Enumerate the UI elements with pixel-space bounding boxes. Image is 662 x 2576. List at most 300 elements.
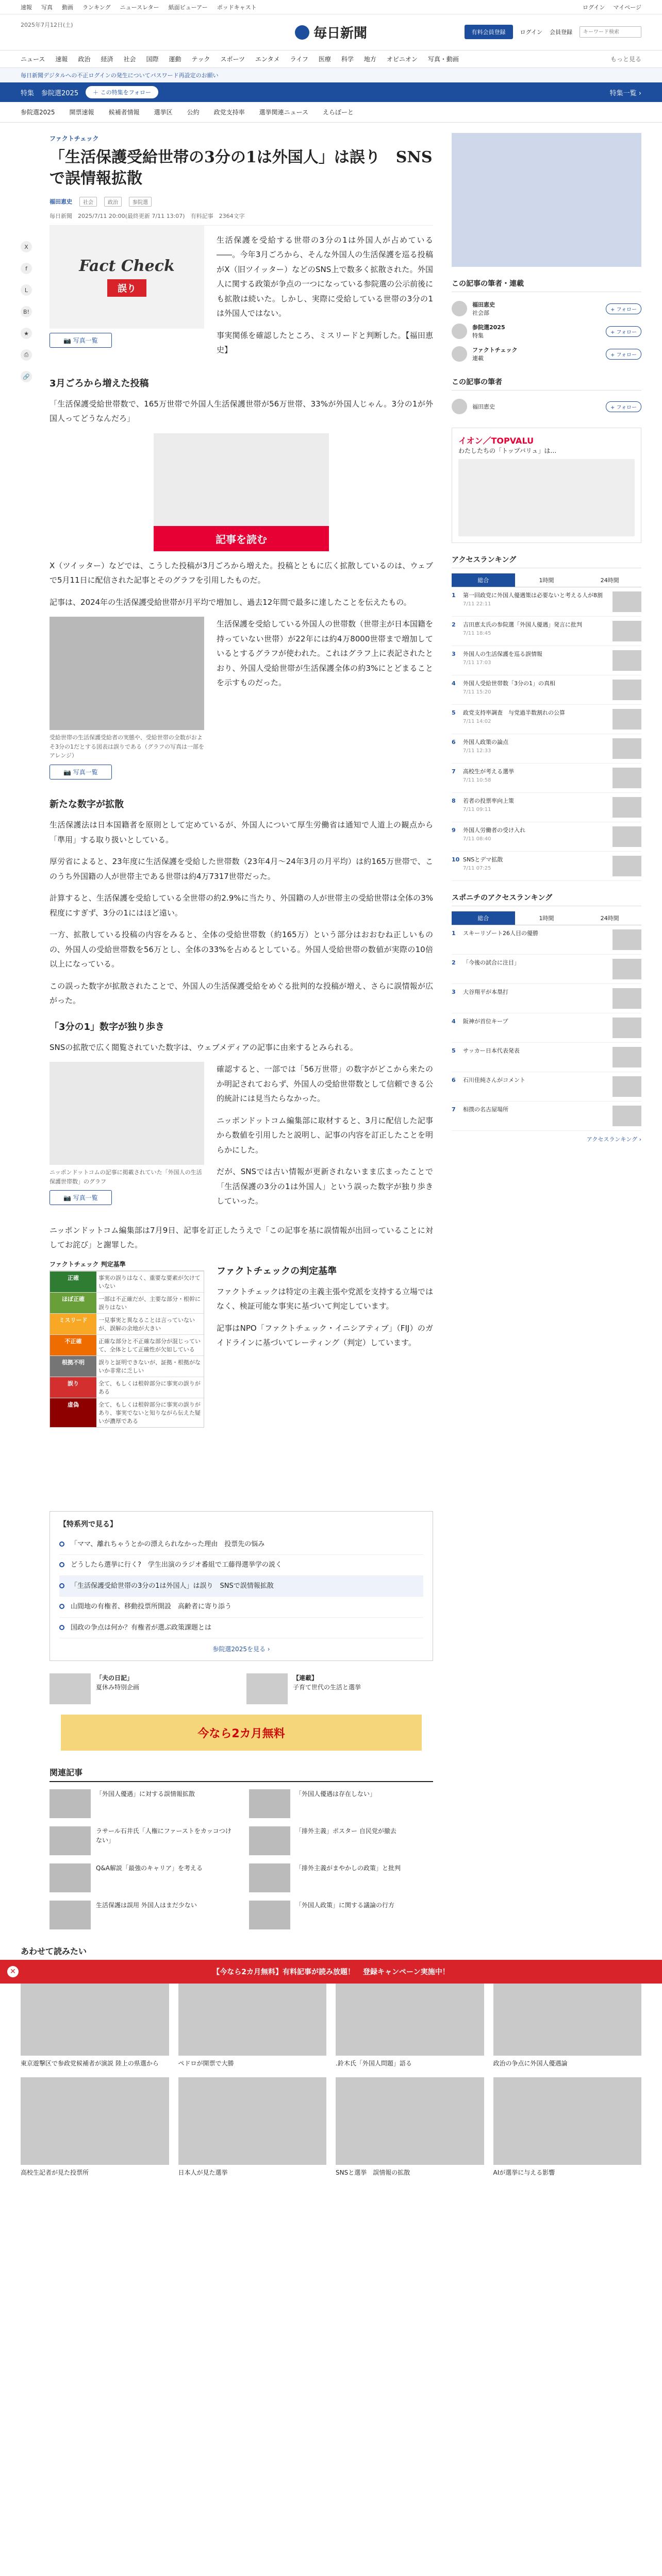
ranking-number: 3 bbox=[452, 651, 456, 657]
related-thumb bbox=[249, 1863, 290, 1892]
paid-badge: 有料記事 bbox=[190, 212, 213, 219]
author-item[interactable]: 福田恵史 + フォロー bbox=[452, 396, 641, 417]
nav-item[interactable]: 医療 bbox=[318, 56, 331, 63]
follow-button[interactable]: + フォロー bbox=[606, 326, 641, 337]
tag[interactable]: 社会 bbox=[79, 197, 97, 207]
ranking-thumb bbox=[613, 1047, 641, 1067]
ranking-time: 7/11 22:11 bbox=[463, 601, 491, 607]
article-paragraph: ニッポンドットコム編集部は7月9日、記事を訂正したうえで「この記事を基に誤情報が出回っていることに対してお詫び」と謝罪した。 bbox=[49, 1225, 433, 1250]
ranking-title: アクセスランキング bbox=[452, 554, 641, 568]
nav-item[interactable]: 写真・動画 bbox=[427, 56, 459, 63]
login-link[interactable]: ログイン bbox=[582, 4, 605, 11]
article-paragraph: この誤った数字が拡散されたことで、外国人の生活保護受給をめぐる批判的な投稿が増え、さらに誤情報が広がった。 bbox=[49, 981, 433, 1006]
article-paragraph: SNSの拡散で広く閲覧されていた数字は、ウェブメディアの記事に由来するとみられる。 bbox=[49, 1042, 358, 1052]
ranking-title: 吉田恵太氏の参院選「外国人優遇」発言に批判 bbox=[463, 621, 582, 628]
nav-more[interactable]: もっと見る bbox=[610, 56, 641, 63]
ranking-thumb bbox=[613, 929, 641, 950]
avatar bbox=[452, 301, 467, 316]
ranking-number: 2 bbox=[452, 959, 456, 966]
ranking-thumb bbox=[613, 1076, 641, 1097]
article-figure bbox=[49, 1062, 204, 1205]
ad-read-button[interactable]: 記事を読む bbox=[154, 526, 329, 551]
ranking-text: スキーリゾート26人目の優勝 bbox=[463, 930, 538, 937]
feature-label: 特集 bbox=[21, 89, 35, 97]
timeline-dot-icon bbox=[59, 1562, 64, 1567]
criteria-row bbox=[50, 1334, 204, 1355]
criteria-row bbox=[50, 1313, 204, 1334]
util-link[interactable]: ニュースレター bbox=[120, 4, 159, 11]
subnav-item[interactable]: 選挙関連ニュース bbox=[259, 109, 309, 116]
series-item-text: どうしたら選挙に行く? 学生出演のラジオ番組で工藤得選挙学の説く bbox=[71, 1561, 282, 1569]
nav-item[interactable]: 経済 bbox=[101, 56, 113, 63]
facebook-share-icon[interactable]: f bbox=[21, 263, 32, 274]
ranking-text bbox=[463, 856, 608, 876]
subnav-item[interactable]: 選挙区 bbox=[154, 109, 173, 116]
article-dateline: 毎日新聞 2025/7/11 20:00(最終更新 7/11 13:07) 有料記事 2364文字 bbox=[49, 212, 433, 226]
related-text: 「外国人政策」に関する議論の行方 bbox=[295, 1902, 395, 1909]
ranking-number: 2 bbox=[452, 621, 456, 628]
criteria-desc: 一見事実と異なることは言っていないが、誤解の余地が大きい bbox=[98, 1316, 195, 1332]
ranking-text bbox=[463, 680, 608, 700]
notice-bar[interactable]: 毎日新聞デジタルへの不正ログインの発生についてパスワード再設定のお願い bbox=[0, 68, 662, 82]
util-link[interactable]: ポッドキャスト bbox=[217, 4, 257, 11]
also-text: 政治の争点に外国人優遇論 bbox=[493, 2060, 568, 2067]
criteria-row bbox=[50, 1271, 204, 1292]
ranking-thumb bbox=[613, 1018, 641, 1038]
ranking-item[interactable] bbox=[452, 852, 641, 881]
related-thumb bbox=[49, 1789, 91, 1818]
factcheck-graphic: Fact Check 誤り bbox=[49, 226, 204, 329]
nav-item[interactable]: 速報 bbox=[55, 56, 68, 63]
ranking-item[interactable] bbox=[452, 646, 641, 675]
subnav-item[interactable]: えらぼーと bbox=[323, 109, 354, 116]
search-input[interactable] bbox=[580, 26, 641, 38]
main-nav bbox=[0, 50, 662, 68]
feature-follow-button[interactable]: ＋ この特集をフォロー bbox=[86, 86, 158, 98]
related-text: 「外国人優遇は存在しない」 bbox=[295, 1790, 376, 1798]
series-item[interactable] bbox=[59, 1597, 423, 1618]
related-text: 「排外主義」ポスター 自民党が撤去 bbox=[295, 1827, 396, 1835]
criteria-label: 根拠不明 bbox=[50, 1356, 96, 1377]
ranking-item[interactable] bbox=[452, 822, 641, 852]
ranking-time: 7/11 12:33 bbox=[463, 748, 491, 754]
nav-item[interactable]: スポーツ bbox=[220, 56, 245, 63]
sports-ranking-item[interactable] bbox=[452, 1043, 641, 1072]
ranking-text: 大谷翔平が本塁打 bbox=[463, 989, 508, 995]
sidebar-ad[interactable] bbox=[452, 133, 641, 267]
ranking-number: 7 bbox=[452, 768, 456, 775]
premium-banner[interactable] bbox=[0, 1960, 662, 1984]
sports-ranking-item[interactable] bbox=[452, 1072, 641, 1101]
subheading: 新たな数字が拡散 bbox=[49, 799, 124, 810]
related-item[interactable] bbox=[49, 1863, 234, 1892]
photo-caption: ニッポンドットコムの記事に掲載されていた「外国人の生活保護世帯数」のグラフ bbox=[49, 1169, 202, 1185]
series-box bbox=[49, 1511, 433, 1662]
ranking-number: 8 bbox=[452, 798, 456, 804]
criteria-desc: 正確な部分と不正確な部分が混じっていて、全体として正確性が欠如している bbox=[98, 1337, 201, 1353]
sports-ranking-title: スポニチのアクセスランキング bbox=[452, 892, 641, 906]
timeline-dot-icon bbox=[59, 1583, 64, 1588]
util-link[interactable]: 速報 bbox=[21, 4, 32, 11]
criteria-desc: 誤りと証明できないが、証拠・根拠がないか非常に乏しい bbox=[98, 1359, 201, 1374]
related-item[interactable] bbox=[249, 1789, 433, 1818]
tag[interactable]: 参院選 bbox=[129, 197, 152, 207]
print-icon[interactable]: ⎙ bbox=[21, 349, 32, 361]
related-thumb bbox=[249, 1789, 290, 1818]
site-logo[interactable]: 毎日新聞 bbox=[295, 23, 367, 42]
article-paragraph: 厚労省によると、23年度に生活保護を受給した世帯数（23年4月～24年3月の月平均）は約165万世帯で、このうち外国籍の人が世帯主である世帯は約4万7317世帯だった。 bbox=[49, 857, 433, 881]
login-link[interactable]: ログイン bbox=[520, 29, 542, 36]
sports-ranking-item[interactable] bbox=[452, 984, 641, 1013]
related-thumb bbox=[49, 1863, 91, 1892]
link-copy-icon[interactable]: 🔗 bbox=[21, 371, 32, 382]
ranking-number: 4 bbox=[452, 1018, 456, 1025]
ranking-number: 5 bbox=[452, 1047, 456, 1054]
ranking-number: 10 bbox=[452, 856, 460, 863]
criteria-label: 不正確 bbox=[50, 1335, 96, 1355]
also-text: 日本人が見た選挙 bbox=[178, 2169, 228, 2177]
article-paragraph: 記事は、2024年の生活保護受給世帯が月平均で増加し、過去12年間で最多に達したことを伝えたもの。 bbox=[49, 597, 411, 607]
related-text: 「外国人優遇」に対する誤情報拡散 bbox=[96, 1790, 195, 1798]
ranking-thumb bbox=[613, 768, 641, 788]
author-role: 連載 bbox=[472, 355, 484, 362]
related-item[interactable] bbox=[249, 1863, 433, 1892]
article-kicker[interactable]: ファクトチェック bbox=[49, 135, 99, 142]
article-paragraph: 記事はNPO「ファクトチェック・イニシアティブ」（FIJ）のガイドラインに基づいてレーティング（判定）しています。 bbox=[217, 1323, 433, 1348]
nav-item[interactable]: 運動 bbox=[169, 56, 181, 63]
close-icon[interactable]: ✕ bbox=[7, 1966, 19, 1977]
follow-button[interactable]: + フォロー bbox=[606, 349, 641, 360]
also-text: 東京遊撃区で参政党候補者が演説 陸上の県選から bbox=[21, 2060, 159, 2067]
avatar bbox=[452, 399, 467, 414]
util-link[interactable]: 写真 bbox=[41, 4, 53, 11]
ranking-title: 外国人政策の論点 bbox=[463, 739, 508, 745]
related-item[interactable] bbox=[249, 1901, 433, 1929]
criteria-desc: 一部は不正確だが、主要な部分・根幹に誤りはない bbox=[98, 1295, 201, 1311]
content-layout bbox=[0, 123, 662, 1929]
ranking-thumb bbox=[613, 1106, 641, 1126]
sidebar-title: この記事の筆者・連載 bbox=[452, 278, 641, 292]
ranking-item[interactable] bbox=[452, 675, 641, 705]
ranking-text: 石川佳純さんがコメント bbox=[463, 1077, 525, 1083]
ranking-number: 1 bbox=[452, 930, 456, 937]
ranking-text: 相撲の名古屋場所 bbox=[463, 1106, 508, 1113]
article-paragraph: 確認すると、一部では「56万世帯」の数字がどこから来たのか明記されておらず、外国人の受給世帯数として信頼できる公的統計には見当たらなかった。 bbox=[217, 1064, 433, 1104]
article bbox=[21, 123, 433, 1929]
also-card[interactable] bbox=[178, 2077, 327, 2177]
logo-mark-icon bbox=[295, 25, 309, 40]
ranking-time: 7/11 10:58 bbox=[463, 777, 491, 783]
author-link[interactable]: 福田恵史 bbox=[49, 198, 72, 206]
criteria-label: 虚偽 bbox=[50, 1398, 96, 1427]
site-header bbox=[0, 14, 662, 50]
related-item[interactable] bbox=[249, 1826, 433, 1855]
ranking-text bbox=[463, 797, 608, 818]
promo-item[interactable]: 「夫の日記」 夏休み特別企画 bbox=[49, 1673, 236, 1704]
article-paragraph: だが、SNSでは古い情報が更新されないまま広まったことで「生活保護の3分の1は外国人」という誤った数字が独り歩きしていった。 bbox=[217, 1167, 433, 1206]
also-card[interactable] bbox=[493, 2077, 642, 2177]
related-item[interactable] bbox=[49, 1826, 234, 1855]
nav-item[interactable]: 国際 bbox=[146, 56, 159, 63]
author-name bbox=[472, 346, 517, 362]
nav-item[interactable]: オピニオン bbox=[386, 56, 418, 63]
author-name bbox=[472, 323, 505, 340]
photo-list-button[interactable]: 📷 写真一覧 bbox=[49, 765, 112, 779]
criteria-row bbox=[50, 1292, 204, 1313]
ranking-title: 第一回政党に外国人優遇策は必要ないと考える人が8割 bbox=[463, 592, 603, 599]
util-link[interactable]: 紙面ビューアー bbox=[168, 4, 208, 11]
ranking-title: 外国人の生活保護を巡る誤情報 bbox=[463, 651, 542, 657]
tab-1h[interactable]: 1時間 bbox=[539, 915, 554, 922]
author-item[interactable] bbox=[452, 343, 641, 365]
bookmark-icon[interactable]: ★ bbox=[21, 328, 32, 339]
ranking-thumb bbox=[613, 856, 641, 876]
also-card[interactable] bbox=[21, 2077, 169, 2177]
ad-text: わたしたちの「トップバリュ」は… bbox=[458, 447, 557, 454]
article-paragraph: ファクトチェックは特定の主義主張や党派を支持する立場ではなく、検証可能な事実に基づいて判定しています。 bbox=[217, 1286, 433, 1311]
related-text: Q&A解説「最強のキャリア」を考える bbox=[96, 1865, 203, 1872]
ranking-number: 9 bbox=[452, 827, 456, 834]
related-text: ラサール石井氏「人権にファーストをカッコつけない」 bbox=[96, 1827, 231, 1844]
related-thumb bbox=[249, 1901, 290, 1929]
line-share-icon[interactable]: L bbox=[21, 284, 32, 296]
article-paragraph: 「生活保護受給世帯数で、165万世帯で外国人生活保護世帯が56万世帯、33%が外国人じゃん。3分の1が外国人ってどうなんだろ」 bbox=[49, 399, 433, 423]
register-button[interactable]: 有料会員登録 bbox=[465, 25, 513, 39]
article-paragraph: ニッポンドットコム編集部に取材すると、3月に配信した記事から数値を引用したと説明し、記事の内容を訂正したことを明らかにした。 bbox=[217, 1115, 434, 1155]
related-text: 「排外主義がまやかしの政策」と批判 bbox=[295, 1865, 401, 1872]
series-item[interactable] bbox=[59, 1576, 423, 1597]
ranking-time: 7/11 15:20 bbox=[463, 689, 491, 695]
ranking-text bbox=[463, 768, 608, 788]
ranking-thumb bbox=[613, 988, 641, 1009]
also-text: ペドロが開票で大勝 bbox=[178, 2060, 234, 2067]
criteria-table bbox=[49, 1270, 204, 1428]
article-figure bbox=[49, 226, 204, 348]
ranking-thumb bbox=[613, 650, 641, 671]
top-utility-bar bbox=[0, 0, 662, 14]
avatar bbox=[452, 324, 467, 339]
ranking-time: 7/11 09:11 bbox=[463, 806, 491, 812]
also-image bbox=[21, 2077, 169, 2165]
also-card[interactable] bbox=[336, 2077, 484, 2177]
ranking-text: サッカー日本代表発表 bbox=[463, 1047, 520, 1054]
hatena-share-icon[interactable]: B! bbox=[21, 306, 32, 317]
ranking-time: 7/11 17:03 bbox=[463, 659, 491, 666]
related-thumb bbox=[49, 1826, 91, 1855]
sports-ranking-item[interactable] bbox=[452, 1013, 641, 1043]
ranking-number: 7 bbox=[452, 1106, 456, 1113]
tab-total[interactable]: 総合 bbox=[452, 911, 515, 925]
avatar bbox=[452, 346, 467, 362]
series-item[interactable] bbox=[59, 1555, 423, 1576]
x-share-icon[interactable]: X bbox=[21, 241, 32, 252]
series-item[interactable] bbox=[59, 1534, 423, 1555]
ranking-number: 6 bbox=[452, 739, 456, 745]
ranking-time: 7/11 14:02 bbox=[463, 718, 491, 724]
photo-list-button[interactable]: 📷 写真一覧 bbox=[49, 1190, 112, 1205]
subnav-item[interactable]: 開票速報 bbox=[69, 109, 94, 116]
premium-cta[interactable]: 登録キャンペーン実施中！ bbox=[363, 1968, 450, 1976]
ranking-item[interactable] bbox=[452, 764, 641, 793]
ranking-title: 外国人労働者の受け入れ bbox=[463, 827, 525, 834]
ranking-text bbox=[463, 826, 608, 847]
article-figure bbox=[49, 617, 204, 779]
tab-total[interactable]: 総合 bbox=[452, 573, 515, 587]
ranking-time: 7/11 18:45 bbox=[463, 630, 491, 636]
also-image bbox=[336, 2077, 484, 2165]
promo-item[interactable]: 【連載】 子育て世代の生活と選挙 bbox=[246, 1673, 433, 1704]
also-image bbox=[493, 2077, 642, 2165]
series-item-text: 山間地の有権者、移動投票所開設 高齢者に寄り添う bbox=[71, 1603, 232, 1611]
util-link[interactable]: 動画 bbox=[62, 4, 73, 11]
criteria-label: 正確 bbox=[50, 1272, 96, 1292]
ranking-item[interactable] bbox=[452, 793, 641, 822]
ranking-thumb bbox=[613, 680, 641, 700]
ranking-number: 3 bbox=[452, 989, 456, 995]
ranking-title: SNSとデマ拡散 bbox=[463, 856, 503, 863]
photo-caption: 受給世帯の生活保護受給者の実態や、受給世帯の全数がおよそ3分の1だとする図表は誤りである（グラフの写真は一部をアレンジ） bbox=[49, 734, 204, 759]
criteria-label: ほぼ正確 bbox=[50, 1293, 96, 1313]
feature-bar bbox=[0, 82, 662, 102]
ranking-tabs bbox=[452, 573, 641, 587]
criteria-row bbox=[50, 1398, 204, 1427]
subnav-item[interactable]: 候補者情報 bbox=[108, 109, 140, 116]
util-link[interactable]: ランキング bbox=[82, 4, 111, 11]
article-paragraph: 計算すると、生活保護を受給している全世帯の約2.9%に当たり、外国籍の人が世帯主の受給世帯は全体の3%程度にすぎず、3分の1にはほど遠い。 bbox=[49, 893, 433, 918]
photo-image[interactable] bbox=[49, 617, 204, 730]
tab-1h[interactable]: 1時間 bbox=[539, 577, 554, 584]
ranking-item[interactable] bbox=[452, 734, 641, 764]
also-image bbox=[178, 2077, 327, 2165]
related-thumb bbox=[249, 1826, 290, 1855]
article-title: 「生活保護受給世帯の3分の1は外国人」は誤り SNSで誤情報拡散 bbox=[49, 148, 433, 188]
ranking-thumb bbox=[613, 959, 641, 979]
tab-24h[interactable]: 24時間 bbox=[600, 915, 619, 922]
campaign-banner[interactable]: 今なら2カ月無料 bbox=[61, 1715, 422, 1751]
author-name-text: 福田恵史 bbox=[472, 301, 495, 308]
premium-text: 【今なら2カ月無料】有料記事が読み放題！ bbox=[212, 1968, 355, 1976]
photo-list-button[interactable]: 📷 写真一覧 bbox=[49, 333, 112, 348]
subnav-item[interactable]: 公約 bbox=[187, 109, 200, 116]
ranking-title: 若者の投票率向上策 bbox=[463, 798, 514, 804]
inline-ad[interactable] bbox=[154, 433, 329, 551]
criteria-row bbox=[50, 1355, 204, 1377]
series-title: 【特系列で見る】 bbox=[59, 1520, 117, 1529]
series-item-text: 国政の争点は何か？有権者が選ぶ政策課題とは bbox=[71, 1623, 212, 1632]
ranking-text bbox=[463, 591, 608, 612]
screenshot-image[interactable] bbox=[49, 1062, 204, 1165]
ranking-thumb bbox=[613, 591, 641, 612]
series-item[interactable] bbox=[59, 1618, 423, 1639]
ranking-text bbox=[463, 650, 608, 671]
author-role: 社会部 bbox=[472, 310, 489, 316]
tab-24h[interactable]: 24時間 bbox=[600, 577, 619, 584]
timeline-dot-icon bbox=[59, 1541, 64, 1547]
author-item[interactable] bbox=[452, 320, 641, 343]
tag[interactable]: 政治 bbox=[104, 197, 122, 207]
criteria-label: 誤り bbox=[50, 1377, 96, 1398]
ranking-tabs bbox=[452, 911, 641, 925]
nav-item[interactable]: 地方 bbox=[363, 56, 376, 63]
ranking-more-link[interactable]: アクセスランキング › bbox=[586, 1136, 641, 1143]
sports-ranking-item[interactable] bbox=[452, 955, 641, 984]
subheading: 「3分の1」数字が独り歩き bbox=[49, 1021, 165, 1032]
header-date: 2025年7月12日(土) bbox=[21, 22, 73, 28]
criteria-label: ミスリード bbox=[50, 1314, 96, 1334]
author-name bbox=[472, 300, 495, 317]
ranking-text: 「今後の試合に注目」 bbox=[463, 959, 520, 966]
article-paragraph: 事実関係を確認したところ、ミスリードと判断した。【福田恵史】 bbox=[217, 330, 433, 355]
ranking-text: 阪神が首位キープ bbox=[463, 1018, 508, 1025]
timeline-dot-icon bbox=[59, 1604, 64, 1609]
ranking-number: 5 bbox=[452, 709, 456, 716]
nav-item[interactable]: 社会 bbox=[123, 56, 136, 63]
follow-button[interactable]: + フォロー bbox=[606, 303, 641, 314]
series-more-link[interactable]: 参院選2025を見る › bbox=[212, 1646, 270, 1653]
feature-list-link[interactable]: 特集一覧 › bbox=[609, 89, 641, 97]
article-paragraph: 生活保護を受給する世帯の3分の1は外国人が占めている――。今年3月ごろから、そんな外国人の生活保護を巡る投稿がX（旧ツイッター）などのSNS上で数多く拡散された。外国人に関する政策が争点の一つになっている参院選の公示前後にも拡散は続いた。しかし、実際に受給している世帯の3分の1は外国人ではない。 bbox=[217, 235, 434, 318]
ranking-number: 1 bbox=[452, 592, 456, 599]
also-text: AIが選挙に与える影響 bbox=[493, 2169, 555, 2177]
follow-button[interactable]: + フォロー bbox=[606, 401, 641, 412]
author-item[interactable] bbox=[452, 297, 641, 320]
nav-item[interactable]: 政治 bbox=[78, 56, 91, 63]
nav-item[interactable]: 科学 bbox=[341, 56, 354, 63]
signup-link[interactable]: 会員登録 bbox=[550, 29, 572, 36]
nav-item[interactable]: ライフ bbox=[290, 56, 308, 63]
also-text: 高校生記者が見た投票所 bbox=[21, 2169, 89, 2177]
ranking-text bbox=[463, 621, 608, 641]
ranking-number: 4 bbox=[452, 680, 456, 687]
series-item-text: 「生活保護受給世帯の3分の1は外国人」は誤り SNSで誤情報拡散 bbox=[71, 1582, 274, 1590]
ranking-thumb bbox=[613, 797, 641, 818]
criteria-desc: 全て、もしくは根幹部分に事実の誤りがあり、事実でないと知りながら伝えた疑いが濃厚である bbox=[98, 1401, 201, 1425]
criteria-title: ファクトチェック 判定基準 bbox=[49, 1260, 126, 1268]
ranking-title: 外国人受給世帯数「3分の1」の真相 bbox=[463, 680, 555, 687]
series-item-text: 「ママ、離れちゃうとかの漂えられなかった理由 投票先の悩み bbox=[71, 1540, 265, 1548]
aeon-ad[interactable] bbox=[452, 428, 641, 543]
related-grid bbox=[49, 1789, 433, 1929]
ranking-thumb bbox=[613, 621, 641, 641]
subnav-item[interactable]: 政党支持率 bbox=[213, 109, 245, 116]
mypage-link[interactable]: マイページ bbox=[613, 4, 641, 11]
ranking-text bbox=[463, 738, 608, 759]
ranking-time: 7/11 08:40 bbox=[463, 836, 491, 842]
subnav-item[interactable]: 参院選2025 bbox=[21, 109, 55, 116]
promo-row bbox=[49, 1673, 433, 1704]
sports-ranking-item[interactable] bbox=[452, 925, 641, 955]
feature-name[interactable]: 参院選2025 bbox=[41, 89, 79, 97]
ranking-item[interactable] bbox=[452, 617, 641, 646]
article-paragraph: X（ツイッター）などでは、こうした投稿が3月ごろから増えた。投稿とともに広く拡散しているのは、ウェブで5月11日に配信された記事とそのグラフを引用したものだ。 bbox=[49, 561, 433, 585]
feature-subnav bbox=[0, 102, 662, 123]
sports-ranking-item[interactable] bbox=[452, 1101, 641, 1131]
ranking-item[interactable] bbox=[452, 705, 641, 734]
ranking-title: 高校生が考える選挙 bbox=[463, 768, 514, 775]
nav-item[interactable]: エンタメ bbox=[255, 56, 280, 63]
related-item[interactable] bbox=[49, 1901, 234, 1929]
ranking-time: 7/11 07:25 bbox=[463, 865, 491, 871]
ranking-number: 6 bbox=[452, 1077, 456, 1083]
criteria-desc: 事実の誤りはなく、重要な要素が欠けていない bbox=[98, 1274, 201, 1290]
nav-item[interactable]: テック bbox=[191, 56, 210, 63]
ranking-item[interactable] bbox=[452, 587, 641, 617]
related-item[interactable] bbox=[49, 1789, 234, 1818]
also-title: あわせて読みたい bbox=[21, 1945, 641, 1961]
ranking-thumb bbox=[613, 826, 641, 847]
nav-item[interactable]: ニュース bbox=[21, 56, 45, 63]
author-name-text: ファクトチェック bbox=[472, 347, 518, 353]
